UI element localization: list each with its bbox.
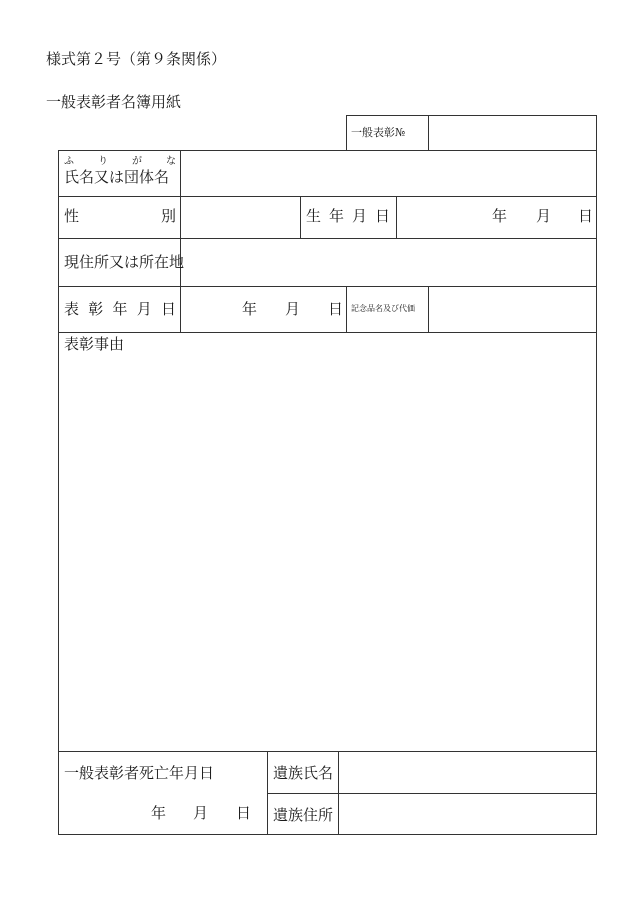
gift-field[interactable] [430, 288, 594, 330]
date-day: 日 [328, 300, 344, 318]
row-divider [58, 238, 597, 239]
date-year: 年 [492, 207, 508, 225]
award-reason-field[interactable] [62, 356, 593, 748]
award-date-field[interactable] [182, 288, 344, 330]
date-day: 日 [578, 207, 594, 225]
row-divider [267, 793, 597, 794]
award-date-label: 表 彰 年 月 日 [64, 300, 176, 318]
column-divider [396, 196, 397, 238]
gender-label: 性 別 [64, 207, 176, 225]
date-day: 日 [236, 804, 252, 822]
form-title: 一般表彰者名簿用紙 [46, 93, 182, 111]
birth-date-label: 生 年 月 日 [306, 207, 390, 225]
date-year: 年 [242, 300, 258, 318]
family-name-label: 遺族氏名 [273, 764, 334, 782]
family-address-label: 遺族住所 [273, 806, 334, 824]
gender-field[interactable] [182, 198, 298, 236]
address-field[interactable] [182, 240, 594, 284]
award-no-label: 一般表彰№ [351, 126, 406, 139]
award-no-field[interactable] [430, 117, 594, 149]
name-label: 氏名又は団体名 [64, 168, 170, 186]
family-address-field[interactable] [340, 795, 594, 833]
column-divider [267, 751, 268, 835]
row-divider [58, 196, 597, 197]
row-divider [58, 332, 597, 333]
form-style-label: 様式第２号（第９条関係） [46, 50, 227, 68]
column-divider [346, 286, 347, 332]
date-month: 月 [285, 300, 301, 318]
award-reason-label: 表彰事由 [64, 335, 125, 353]
row-divider [58, 286, 597, 287]
column-divider [300, 196, 301, 238]
address-label: 現住所又は所在地 [64, 253, 185, 271]
column-divider [338, 751, 339, 835]
date-year: 年 [151, 804, 167, 822]
furigana-char: り [98, 156, 108, 167]
furigana-label [64, 152, 176, 167]
gift-label: 記念品名及び代価 [351, 304, 415, 313]
date-month: 月 [536, 207, 552, 225]
name-field[interactable] [182, 152, 594, 194]
furigana-char: が [132, 156, 142, 167]
furigana-char: ふ [64, 156, 74, 167]
column-divider [428, 286, 429, 332]
row-divider [58, 751, 597, 752]
death-date-label: 一般表彰者死亡年月日 [64, 764, 215, 782]
furigana-char: な [166, 156, 176, 167]
family-name-field[interactable] [340, 753, 594, 791]
label-column-divider [180, 150, 181, 332]
date-month: 月 [193, 804, 209, 822]
award-no-divider [428, 115, 429, 151]
